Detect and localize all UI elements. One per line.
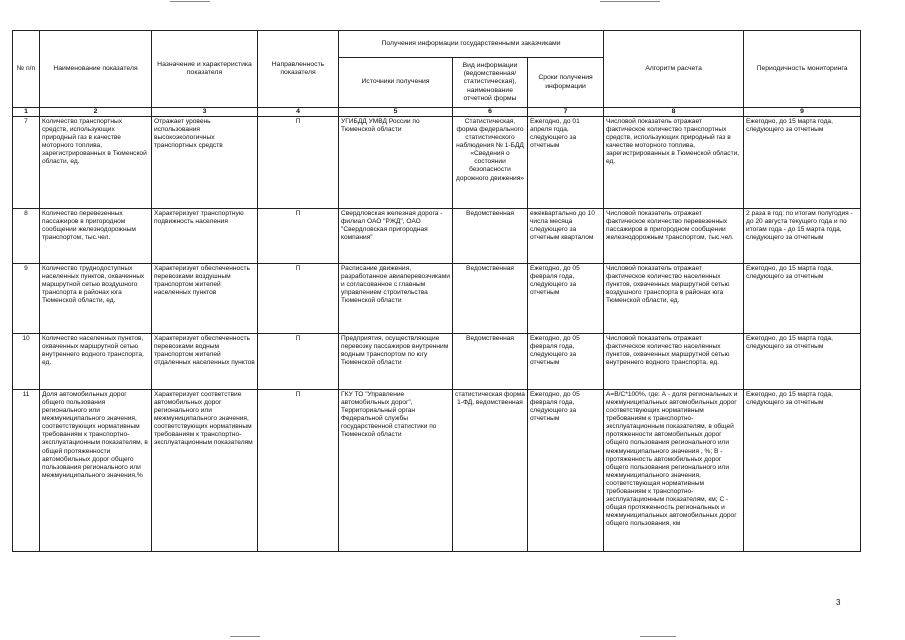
row-purpose: Характеризует транспортную подвижность населения — [152, 209, 258, 264]
row-period: Ежегодно, до 15 марта года, следующего за отчетным — [744, 390, 861, 552]
column-number: 4 — [258, 108, 339, 117]
column-number: 9 — [744, 108, 861, 117]
row-period: 2 раза в год: по итогам полугодия - до 20 августа текущего года и по итогам года - до 15 марта года, следующего за отчетным — [744, 209, 861, 264]
row-form: Статистическая, форма федерального статистического наблюдения № 1-БДД «Сведения о состоянии безопасности дорожного движения» — [453, 117, 528, 209]
monitoring-table — [12, 30, 861, 552]
column-number: 8 — [604, 108, 744, 117]
row-direction: П — [258, 117, 339, 209]
row-direction: П — [258, 334, 339, 390]
row-algo: Числовой показатель отражает фактическое количество населенных пунктов, охваченных маршрутной сетью внутреннего водного транспорта, ед. — [604, 334, 744, 390]
row-source: ГКУ ТО "Управление автомобильных дорог", Территориальный орган Федеральной службы государственной статистики по Тюменской области — [339, 390, 453, 552]
row-form: статистическая форма 1-ФД, ведомственная — [453, 390, 528, 552]
header-name: Наименование показателя — [40, 31, 152, 108]
scan-mark — [600, 1, 660, 2]
row-num: 9 — [13, 264, 40, 334]
header-source: Источники получения — [339, 58, 453, 108]
row-terms: Ежегодно, до 05 февраля года, следующего за отчетным — [528, 390, 604, 552]
row-num: 10 — [13, 334, 40, 390]
header-group: Получения информации государственными заказчиками — [339, 31, 604, 58]
row-period: Ежегодно, до 15 марта года, следующего за отчетным — [744, 334, 861, 390]
row-num: 11 — [13, 390, 40, 552]
table-row — [13, 390, 861, 552]
header-form: Вид информации (ведомственная/ статистическая), наименование отчетной формы — [453, 58, 528, 108]
row-algo: Числовой показатель отражает фактическое количество транспортных средств, использующих природный газ в качестве моторного топлива, зарегистрированных в Тюменской области, ед. — [604, 117, 744, 209]
row-direction: П — [258, 390, 339, 552]
row-terms: Ежегодно, до 05 февраля года, следующего за отчетным — [528, 264, 604, 334]
row-source: Свердловская железная дорога - филиал ОАО "РЖД", ОАО "Свердловская пригородная компания" — [339, 209, 453, 264]
table-row — [13, 117, 861, 209]
header-num: № п/п — [13, 31, 40, 108]
row-num: 7 — [13, 117, 40, 209]
row-algo: Числовой показатель отражает фактическое количество населенных пунктов, охваченных маршрутной сетью воздушного транспорта в районах юга Тюменской области, ед. — [604, 264, 744, 334]
row-name: Доля автомобильных дорог общего пользования регионального или межмуниципального значения, соответствующих нормативным требованиям к транспортно-эксплуатационным показателям, в общей протяженности автомобильных дорог общего пользования регионального или межмуниципального значения,% — [40, 390, 152, 552]
row-form: Ведомственная — [453, 334, 528, 390]
row-purpose: Характеризует обеспеченность перевозками воздушным транспортом жителей населенных пунктов — [152, 264, 258, 334]
row-name: Количество транспортных средств, использующих природный газ в качестве моторного топлива, зарегистрированных в Тюменской области, ед. — [40, 117, 152, 209]
column-number: 3 — [152, 108, 258, 117]
row-purpose: Характеризует обеспеченность перевозками водным транспортом жителей отдаленных населенных пунктов — [152, 334, 258, 390]
row-period: Ежегодно, до 15 марта года, следующего за отчетным — [744, 264, 861, 334]
row-name: Количество населенных пунктов, охваченных маршрутной сетью внутреннего водного транспорта, ед. — [40, 334, 152, 390]
column-number: 1 — [13, 108, 40, 117]
table-row — [13, 264, 861, 334]
column-number: 5 — [339, 108, 453, 117]
table-row — [13, 334, 861, 390]
row-direction: П — [258, 209, 339, 264]
header-terms: Сроки получения информации — [528, 58, 604, 108]
row-form: Ведомственная — [453, 209, 528, 264]
row-source: Расписание движения, разработанное авиаперевозчиками и согласованное с главным управлением строительства Тюменской области — [339, 264, 453, 334]
row-terms: Ежегодно, до 05 февраля года, следующего за отчетным — [528, 334, 604, 390]
table-row — [13, 209, 861, 264]
row-period: Ежегодно, до 15 марта года, следующего за отчетным — [744, 117, 861, 209]
row-num: 8 — [13, 209, 40, 264]
header-period: Периодичность мониторинга — [744, 31, 861, 108]
row-name: Количество перевезенных пассажиров в пригородном сообщении железнодорожным транспортом, тыс.чел. — [40, 209, 152, 264]
row-purpose: Характеризует соответствие автомобильных дорог регионального или межмуниципального значения, соответствующих нормативным требованиям к транспортно-эксплуатационным показателям — [152, 390, 258, 552]
row-algo: А=В/С*100%, где: А - доля региональных и межмуниципальных автомобильных дорог соответствующих нормативным требованиям к транспортно-эксплуатационным показателям, в общей протяженности автомобильных дорог общего пользования регионального или межмуниципального значения , %; В - протяженность автомобильных дорог общего пользования регионального или межмуниципального значения, соответствующая нормативным требованиям к транспортно-эксплуатационным показателям, км; С - общая протяженность региональных и межмуниципальных автомобильных дорог общего пользования, км — [604, 390, 744, 552]
row-purpose: Отражает уровень использования высокоэкологичных транспортных средств — [152, 117, 258, 209]
row-source: УГИБДД УМВД России по Тюменской области — [339, 117, 453, 209]
header-purpose: Назначение и характеристика показателя — [152, 31, 258, 108]
scan-mark — [230, 636, 260, 637]
scan-mark — [170, 1, 210, 2]
row-name: Количество труднодоступных населенных пунктов, охваченных маршрутной сетью воздушного транспорта в районах юга Тюменской области, ед. — [40, 264, 152, 334]
row-terms: ежеквартально до 10 числа месяца следующего за отчетным кварталом — [528, 209, 604, 264]
page-number: 3 — [836, 598, 841, 607]
row-terms: Ежегодно, до 01 апреля года, следующего за отчетным — [528, 117, 604, 209]
row-form: Ведомственная — [453, 264, 528, 334]
row-direction: П — [258, 264, 339, 334]
header-direction: Направленность показателя — [258, 31, 339, 108]
row-algo: Числовой показатель отражает фактическое количество перевезенных пассажиров в пригородном сообщении железнодорожным транспортом, тыс.чел. — [604, 209, 744, 264]
header-algo: Алгоритм расчета — [604, 31, 744, 108]
column-number: 6 — [453, 108, 528, 117]
column-number: 2 — [40, 108, 152, 117]
scan-mark — [640, 636, 676, 637]
column-number: 7 — [528, 108, 604, 117]
row-source: Предприятия, осуществляющие перевозку пассажиров внутренним водным транспортом по югу Тюменской области — [339, 334, 453, 390]
